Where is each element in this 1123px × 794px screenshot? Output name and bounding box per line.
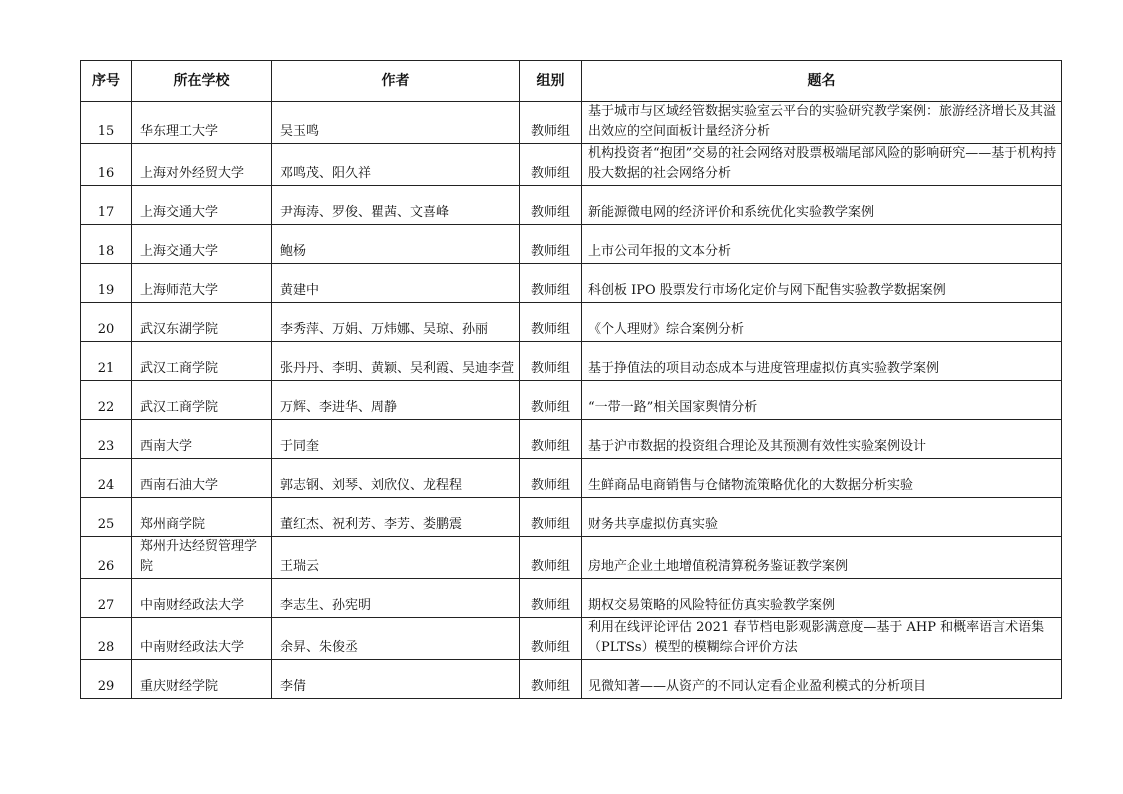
row-school: 西南大学 — [132, 420, 272, 459]
header-author: 作者 — [272, 61, 520, 102]
row-school: 郑州升达经贸管理学院 — [132, 537, 272, 579]
award-list-table — [80, 60, 1062, 699]
document-page — [80, 60, 1062, 699]
row-school: 武汉工商学院 — [132, 381, 272, 420]
header-school: 所在学校 — [132, 61, 272, 102]
row-no: 29 — [81, 660, 132, 699]
table-row — [81, 459, 1062, 498]
table-row — [81, 303, 1062, 342]
table-row — [81, 579, 1062, 618]
row-author: 鲍杨 — [272, 225, 520, 264]
row-school: 武汉东湖学院 — [132, 303, 272, 342]
row-school: 中南财经政法大学 — [132, 579, 272, 618]
row-group: 教师组 — [520, 342, 582, 381]
row-no: 16 — [81, 144, 132, 186]
header-title: 题名 — [582, 61, 1062, 102]
row-school: 中南财经政法大学 — [132, 618, 272, 660]
table-row — [81, 498, 1062, 537]
row-no: 28 — [81, 618, 132, 660]
row-author: 张丹丹、李明、黄颖、吴利霞、吴迪李萱 — [272, 342, 520, 381]
row-no: 15 — [81, 102, 132, 144]
row-school: 郑州商学院 — [132, 498, 272, 537]
row-no: 17 — [81, 186, 132, 225]
row-school: 上海交通大学 — [132, 186, 272, 225]
header-group: 组别 — [520, 61, 582, 102]
row-author: 李倩 — [272, 660, 520, 699]
row-group: 教师组 — [520, 102, 582, 144]
row-no: 19 — [81, 264, 132, 303]
table-header-row — [81, 61, 1062, 102]
table-row — [81, 381, 1062, 420]
row-no: 18 — [81, 225, 132, 264]
row-author: 王瑞云 — [272, 537, 520, 579]
row-group: 教师组 — [520, 303, 582, 342]
row-group: 教师组 — [520, 420, 582, 459]
table-row — [81, 537, 1062, 579]
row-group: 教师组 — [520, 537, 582, 579]
row-group: 教师组 — [520, 459, 582, 498]
row-title: 基于沪市数据的投资组合理论及其预测有效性实验案例设计 — [582, 420, 1062, 459]
row-author: 李志生、孙宪明 — [272, 579, 520, 618]
row-no: 27 — [81, 579, 132, 618]
row-author: 吴玉鸣 — [272, 102, 520, 144]
row-group: 教师组 — [520, 498, 582, 537]
row-school: 华东理工大学 — [132, 102, 272, 144]
row-group: 教师组 — [520, 381, 582, 420]
row-title: 期权交易策略的风险特征仿真实验教学案例 — [582, 579, 1062, 618]
row-no: 23 — [81, 420, 132, 459]
table-row — [81, 102, 1062, 144]
row-no: 25 — [81, 498, 132, 537]
row-no: 24 — [81, 459, 132, 498]
row-title: 房地产企业土地增值税清算税务鉴证教学案例 — [582, 537, 1062, 579]
row-no: 26 — [81, 537, 132, 579]
row-title: 科创板 IPO 股票发行市场化定价与网下配售实验教学数据案例 — [582, 264, 1062, 303]
row-title: 《个人理财》综合案例分析 — [582, 303, 1062, 342]
row-title: 机构投资者“抱团”交易的社会网络对股票极端尾部风险的影响研究——基于机构持股大数据的社会网络分析 — [582, 144, 1062, 186]
table-row — [81, 225, 1062, 264]
row-no: 20 — [81, 303, 132, 342]
row-group: 教师组 — [520, 264, 582, 303]
row-author: 万辉、李进华、周静 — [272, 381, 520, 420]
row-group: 教师组 — [520, 186, 582, 225]
row-author: 李秀萍、万娟、万炜娜、吴琼、孙丽 — [272, 303, 520, 342]
row-author: 邓鸣茂、阳久祥 — [272, 144, 520, 186]
row-group: 教师组 — [520, 618, 582, 660]
row-author: 郭志钢、刘琴、刘欣仪、龙程程 — [272, 459, 520, 498]
row-title: 财务共享虚拟仿真实验 — [582, 498, 1062, 537]
row-school: 重庆财经学院 — [132, 660, 272, 699]
row-no: 21 — [81, 342, 132, 381]
row-title: “一带一路”相关国家舆情分析 — [582, 381, 1062, 420]
table-row — [81, 186, 1062, 225]
row-school: 武汉工商学院 — [132, 342, 272, 381]
row-author: 于同奎 — [272, 420, 520, 459]
row-no: 22 — [81, 381, 132, 420]
table-row — [81, 264, 1062, 303]
row-author: 黄建中 — [272, 264, 520, 303]
row-title: 基于挣值法的项目动态成本与进度管理虚拟仿真实验教学案例 — [582, 342, 1062, 381]
table-row — [81, 660, 1062, 699]
row-title: 上市公司年报的文本分析 — [582, 225, 1062, 264]
row-title: 见微知著——从资产的不同认定看企业盈利模式的分析项目 — [582, 660, 1062, 699]
row-group: 教师组 — [520, 660, 582, 699]
row-author: 董红杰、祝利芳、李芳、娄鹏震 — [272, 498, 520, 537]
row-group: 教师组 — [520, 225, 582, 264]
row-author: 余昇、朱俊丞 — [272, 618, 520, 660]
table-row — [81, 342, 1062, 381]
header-no: 序号 — [81, 61, 132, 102]
table-row — [81, 420, 1062, 459]
row-group: 教师组 — [520, 144, 582, 186]
row-school: 西南石油大学 — [132, 459, 272, 498]
row-author: 尹海涛、罗俊、瞿茜、文喜峰 — [272, 186, 520, 225]
row-school: 上海师范大学 — [132, 264, 272, 303]
row-title: 基于城市与区域经管数据实验室云平台的实验研究教学案例：旅游经济增长及其溢出效应的空间面板计量经济分析 — [582, 102, 1062, 144]
row-title: 新能源微电网的经济评价和系统优化实验教学案例 — [582, 186, 1062, 225]
table-row — [81, 144, 1062, 186]
row-group: 教师组 — [520, 579, 582, 618]
table-row — [81, 618, 1062, 660]
row-school: 上海交通大学 — [132, 225, 272, 264]
row-school: 上海对外经贸大学 — [132, 144, 272, 186]
row-title: 生鲜商品电商销售与仓储物流策略优化的大数据分析实验 — [582, 459, 1062, 498]
row-title: 利用在线评论评估 2021 春节档电影观影满意度—基于 AHP 和概率语言术语集（PLTSs）模型的模糊综合评价方法 — [582, 618, 1062, 660]
